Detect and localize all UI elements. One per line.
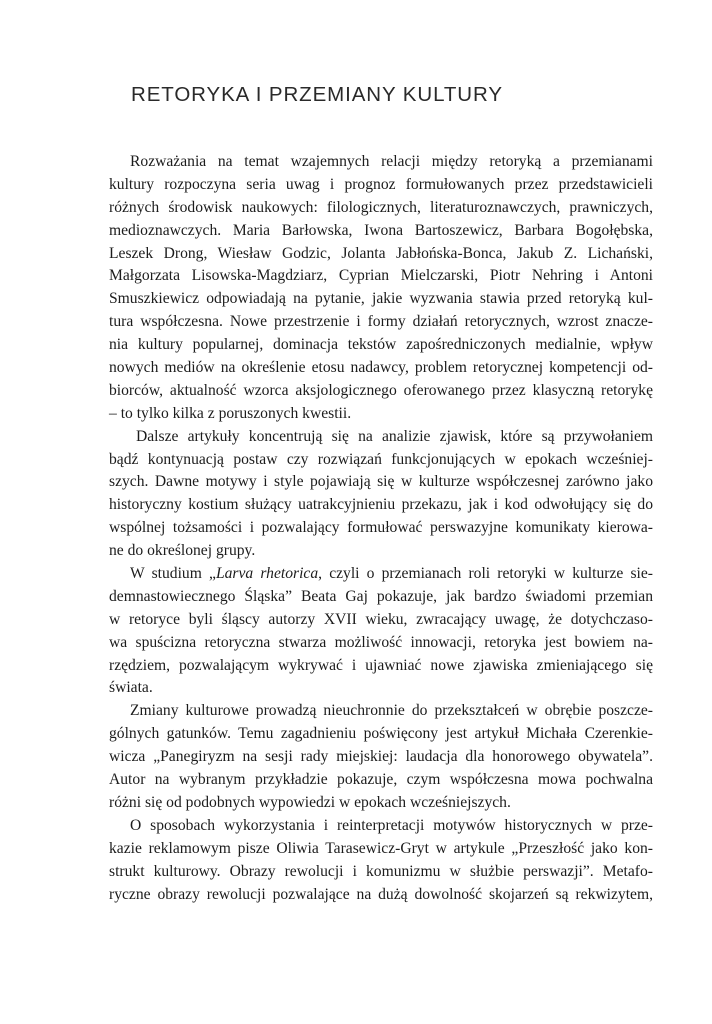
text-line: Rozważania na temat wzajemnych relacji między retoryką a przemianami [130, 153, 653, 170]
text-line: wicza „Panegiryzm na sesji rady miejskiej: laudacja dla honorowego obywatela”. [109, 748, 653, 766]
text-line: ryczne obrazy rewolucji pozwalające na dużą dowolność skojarzeń są rekwizytem, [109, 885, 653, 903]
text-line: różnych środowisk naukowych: filologicznych, literaturoznawczych, prawniczych, [109, 198, 653, 216]
text-line: demnastowiecznego Śląska” Beata Gaj pokazuje, jak bardzo świadomi przemian [109, 587, 653, 605]
text-line: gólnych gatunków. Temu zagadnieniu poświęcony jest artykuł Michała Czerenkie- [109, 725, 653, 743]
text-line: rzędziem, pozwalającym wykrywać i ujawniać nowe zjawiska zmieniającego się [109, 656, 653, 674]
text-line: w retoryce byli śląscy autorzy XVII wieku, zwracający uwagę, że dotychczaso- [109, 610, 653, 628]
text-line: nia kultury popularnej, dominacja tekstów zapośredniczonych medialnie, wpływ [109, 336, 653, 354]
text-fragment: , czyli o przemianach roli retoryki w kulturze sie- [318, 565, 653, 583]
text-line: nowych mediów na określenie etosu nadawcy, problem retorycznej kompetencji od- [109, 359, 653, 377]
body-text [109, 151, 653, 906]
text-line: kultury rozpoczyna seria uwag i prognoz formułowanych przez przedstawicieli [109, 175, 653, 193]
paragraph-4 [109, 700, 653, 814]
text-line: Leszek Drong, Wiesław Godzic, Jolanta Jabłońska-Bonca, Jakub Z. Lichański, [109, 244, 653, 262]
paragraph-1 [109, 151, 653, 426]
text-fragment: W studium „ [130, 565, 216, 583]
text-line: Smuszkiewicz odpowiadają na pytanie, jakie wyzwania stawia przed retoryką kul- [109, 290, 653, 308]
text-line: – to tylko kilka z poruszonych kwestii. [109, 404, 352, 422]
text-line: Małgorzata Lisowska-Magdziarz, Cyprian Mielczarski, Piotr Nehring i Antoni [109, 267, 653, 285]
text-line: strukt kulturowy. Obrazy rewolucji i komunizmu w służbie perswazji”. Metafo- [109, 862, 653, 880]
paragraph-5 [109, 815, 653, 907]
text-line: kazie reklamowym pisze Oliwia Tarasewicz-Gryt w artykule „Przeszłość jako kon- [109, 839, 653, 857]
text-line: szych. Dawne motywy i style pojawiają się w kulturze współczesnej zarówno jako [109, 473, 653, 491]
text-line [109, 563, 653, 586]
text-line: Zmiany kulturowe prowadzą nieuchronnie do przekształceń w obrębie poszcze- [130, 702, 653, 720]
text-line: biorców, aktualność wzorca aksjologicznego oferowanego przez klasyczną retorykę [109, 381, 653, 399]
text-line: O sposobach wykorzystania i reinterpretacji motywów historycznych w prze- [130, 816, 653, 834]
text-line: bądź kontynuacją postaw czy rozwiązań funkcjonujących w epokach wcześniej- [109, 450, 653, 468]
text-line: Dalsze artykuły koncentrują się na analizie zjawisk, które są przywołaniem [136, 427, 653, 445]
text-line: medioznawczych. Maria Barłowska, Iwona Bartoszewicz, Barbara Bogołębska, [109, 221, 653, 239]
text-line: ne do określonej grupy. [109, 542, 256, 560]
paragraph-2 [109, 426, 653, 563]
paragraph-3 [109, 563, 653, 700]
italic-title: Larva rhetorica [215, 565, 319, 583]
text-line: świata. [109, 679, 153, 697]
text-line: Autor na wybranym przykładzie pokazuje, czym współczesna mowa pochwalna [109, 771, 653, 789]
text-line: różni się od podobnych wypowiedzi w epokach wcześniejszych. [109, 793, 511, 811]
page-title: RETORYKA I PRZEMIANY KULTURY [131, 83, 503, 106]
text-line: wspólnej tożsamości i pozwalający formułować perswazyjne komunikaty kierowa- [109, 519, 653, 537]
text-line: historyczny kostium służący uatrakcyjnieniu przekazu, jak i kod odwołujący się do [109, 496, 653, 514]
text-line: wa spuścizna retoryczna stwarza możliwość innowacji, retoryka jest bowiem na- [109, 633, 653, 651]
text-line: tura współczesna. Nowe przestrzenie i formy działań retorycznych, wzrost znacze- [109, 313, 653, 331]
